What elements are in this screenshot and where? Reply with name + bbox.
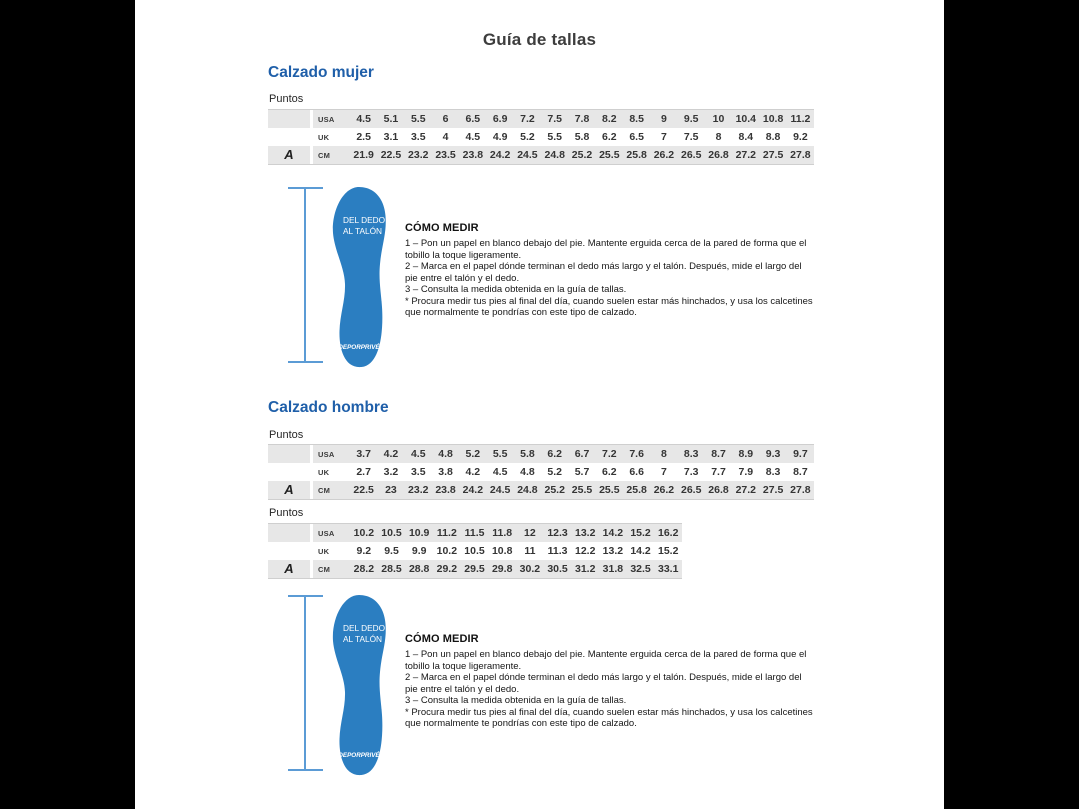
table-value-cell: 6.6 xyxy=(629,466,644,478)
table-value-cell: 25.5 xyxy=(599,484,620,496)
table-value-cell: 25.2 xyxy=(544,484,565,496)
table-value-cell: 11.8 xyxy=(492,527,513,539)
table-value-cell: 25.8 xyxy=(626,149,647,161)
foot-label-line2: AL TALÓN xyxy=(343,226,383,236)
table-value-cell: 27.2 xyxy=(735,149,757,161)
foot-label-line1: DEL DEDO xyxy=(343,215,386,225)
table-value-cell: 30.2 xyxy=(519,563,541,575)
table-value-cell: 31.8 xyxy=(602,563,624,575)
table-value-cell: 24.8 xyxy=(544,149,565,161)
table-value-cell: 27.8 xyxy=(790,484,811,496)
table-value-cell: 3.5 xyxy=(410,131,426,143)
table-value-cell: 23.8 xyxy=(435,484,456,496)
table-value-cell: 8.3 xyxy=(765,466,781,478)
size-table-men-large xyxy=(268,523,682,579)
table-value-cell: 32.5 xyxy=(630,563,651,575)
table-value-cell: 10.5 xyxy=(381,527,402,539)
table-value-cell: 26.8 xyxy=(708,484,729,496)
table-value-cell: 3.1 xyxy=(383,131,399,143)
table-value-cell: 23.8 xyxy=(462,149,484,161)
table-value-cell: 8.2 xyxy=(602,113,617,125)
table-value-cell: 3.2 xyxy=(383,466,399,478)
right-pillarbox-bar xyxy=(944,0,1079,809)
table-value-cell: 23.2 xyxy=(408,149,429,161)
table-value-cell: 9.5 xyxy=(683,113,699,125)
foot-label-line2: AL TALÓN xyxy=(343,634,383,644)
table-value-cell: 11.2 xyxy=(436,527,457,539)
measure-line-bottom-cap xyxy=(288,769,323,771)
table-value-cell: 16.2 xyxy=(658,527,679,539)
table-value-cell: 28.2 xyxy=(353,563,375,575)
measure-line xyxy=(304,595,306,771)
table-value-cell: 7 xyxy=(660,466,667,478)
table-value-cell: 4.2 xyxy=(465,466,481,478)
table-value-cell: 29.5 xyxy=(464,563,485,575)
table-corner-cell xyxy=(268,463,310,481)
table-value-cell: 13.2 xyxy=(602,545,624,557)
table-value-cell: 27.2 xyxy=(735,484,757,496)
table-value-cell: 6.5 xyxy=(629,131,644,143)
measure-line xyxy=(304,187,306,363)
table-value-cell: 23.2 xyxy=(408,484,429,496)
table-value-cell: 12 xyxy=(524,527,536,539)
howto-instruction-line: 1 – Pon un papel en blanco debajo del pie. Mantente erguida cerca de la pared de forma que el tobillo la toque ligeramente. xyxy=(405,238,807,261)
howto-instruction-line: 3 – Consulta la medida obtenida en la guía de tallas. xyxy=(405,284,627,295)
table-value-cell: 9.3 xyxy=(765,448,781,460)
table-value-cell: 8.4 xyxy=(738,131,754,143)
table-value-cell: 8.9 xyxy=(738,448,754,460)
table-value-cell: 4.2 xyxy=(383,448,399,460)
table-value-cell: 10.5 xyxy=(464,545,485,557)
table-value-cell: 8.3 xyxy=(683,448,699,460)
howto-block-men xyxy=(405,633,813,730)
howto-instruction-line: 2 – Marca en el papel dónde terminan el dedo más largo y el talón. Después, mide el largo del pie entre el talón y el dedo. xyxy=(405,672,802,695)
table-value-cell: 28.8 xyxy=(408,563,430,575)
page-title: Guía de tallas xyxy=(482,30,597,49)
table-corner-cell xyxy=(268,128,310,146)
table-value-cell: 24.8 xyxy=(517,484,538,496)
table-row-label: USA xyxy=(318,529,335,538)
table-value-cell: 6.7 xyxy=(574,448,590,460)
table-value-cell: 4 xyxy=(442,131,449,143)
table-value-cell: 24.2 xyxy=(489,149,511,161)
table-value-cell: 4.5 xyxy=(356,113,371,125)
table-value-cell: 14.2 xyxy=(630,545,651,557)
table-value-cell: 26.5 xyxy=(680,484,702,496)
table-corner-cell: A xyxy=(284,561,294,576)
table-value-cell: 5.1 xyxy=(383,113,399,125)
table-value-cell: 8.7 xyxy=(793,466,808,478)
table-value-cell: 26.2 xyxy=(653,149,675,161)
table-value-cell: 4.9 xyxy=(492,131,508,143)
table-value-cell: 6 xyxy=(442,113,449,125)
table-value-cell: 15.2 xyxy=(658,545,679,557)
table-value-cell: 3.7 xyxy=(356,448,371,460)
table-value-cell: 6.5 xyxy=(465,113,481,125)
section-heading-mujer: Calzado mujer xyxy=(268,64,374,81)
puntos-label-women: Puntos xyxy=(269,93,304,105)
table-corner-cell xyxy=(268,542,310,560)
document-area xyxy=(135,0,944,809)
table-value-cell: 25.5 xyxy=(571,484,593,496)
table-value-cell: 11.3 xyxy=(547,545,568,557)
table-corner-cell: A xyxy=(284,482,294,497)
table-value-cell: 9.5 xyxy=(384,545,399,557)
table-value-cell: 2.7 xyxy=(356,466,371,478)
table-value-cell: 23 xyxy=(385,484,397,496)
table-value-cell: 22.5 xyxy=(353,484,374,496)
table-value-cell: 5.8 xyxy=(520,448,535,460)
size-table-women xyxy=(268,109,814,165)
table-value-cell: 5.2 xyxy=(547,466,563,478)
table-value-cell: 5.8 xyxy=(574,131,590,143)
table-value-cell: 15.2 xyxy=(630,527,651,539)
table-value-cell: 8 xyxy=(715,131,722,143)
table-value-cell: 29.8 xyxy=(491,563,513,575)
table-value-cell: 6.2 xyxy=(602,466,617,478)
howto-instruction-line: 1 – Pon un papel en blanco debajo del pie. Mantente erguida cerca de la pared de forma que el tobillo la toque ligeramente. xyxy=(405,649,807,672)
table-value-cell: 28.5 xyxy=(381,563,402,575)
table-value-cell: 7.8 xyxy=(574,113,590,125)
howto-instruction-line: 2 – Marca en el papel dónde terminan el dedo más largo y el talón. Después, mide el largo del pie entre el talón y el dedo. xyxy=(405,261,802,284)
howto-instruction-line: 3 – Consulta la medida obtenida en la guía de tallas. xyxy=(405,695,627,706)
table-value-cell: 24.5 xyxy=(489,484,511,496)
table-value-cell: 10 xyxy=(712,113,725,125)
table-row-label: CM xyxy=(318,565,331,574)
table-corner-cell xyxy=(268,524,310,542)
measure-line-bottom-cap xyxy=(288,361,323,363)
table-value-cell: 9.2 xyxy=(793,131,808,143)
table-corner-cell: A xyxy=(284,147,294,162)
table-value-cell: 33.1 xyxy=(658,563,679,575)
table-value-cell: 26.2 xyxy=(653,484,675,496)
size-table-row-uk xyxy=(268,542,682,560)
table-corner-cell xyxy=(268,445,310,463)
howto-instructions xyxy=(405,649,813,730)
table-value-cell: 8.5 xyxy=(629,113,644,125)
table-value-cell: 8.8 xyxy=(765,131,781,143)
table-value-cell: 14.2 xyxy=(602,527,624,539)
table-value-cell: 26.8 xyxy=(708,149,729,161)
table-row-label: USA xyxy=(318,115,335,124)
size-table-row-usa xyxy=(268,110,814,128)
brand-label: DEPORPRIVÉ xyxy=(338,344,380,351)
section-heading-hombre: Calzado hombre xyxy=(268,399,389,416)
table-value-cell: 26.5 xyxy=(680,149,702,161)
table-value-cell: 4.5 xyxy=(492,466,508,478)
table-value-cell: 3.5 xyxy=(410,466,426,478)
size-table-row-cm xyxy=(268,560,682,578)
table-value-cell: 10.2 xyxy=(353,527,375,539)
table-row-label: UK xyxy=(318,133,330,142)
table-value-cell: 5.2 xyxy=(520,131,535,143)
table-value-cell: 12.2 xyxy=(574,545,596,557)
table-value-cell: 9 xyxy=(660,113,667,125)
table-value-cell: 9.2 xyxy=(356,545,372,557)
table-value-cell: 7.2 xyxy=(520,113,535,125)
size-table-row-usa xyxy=(268,524,682,542)
foot-measure-diagram-women xyxy=(288,186,398,378)
table-value-cell: 31.2 xyxy=(574,563,596,575)
table-row-label: UK xyxy=(318,468,330,477)
table-value-cell: 4.5 xyxy=(410,448,426,460)
table-value-cell: 13.2 xyxy=(574,527,596,539)
table-value-cell: 25.5 xyxy=(599,149,620,161)
size-table-row-uk xyxy=(268,128,814,146)
table-value-cell: 10.4 xyxy=(735,113,757,125)
table-value-cell: 27.5 xyxy=(762,149,784,161)
table-value-cell: 7.6 xyxy=(629,448,644,460)
table-value-cell: 6.9 xyxy=(492,113,508,125)
puntos-label-men-1: Puntos xyxy=(269,429,304,441)
table-value-cell: 6.2 xyxy=(547,448,563,460)
table-value-cell: 9.7 xyxy=(793,448,808,460)
table-value-cell: 5.7 xyxy=(574,466,590,478)
size-table-row-cm xyxy=(268,481,814,499)
table-value-cell: 6.2 xyxy=(602,131,617,143)
table-value-cell: 8.7 xyxy=(711,448,726,460)
foot-label-line1: DEL DEDO xyxy=(343,623,386,633)
table-value-cell: 10.8 xyxy=(762,113,784,125)
table-value-cell: 27.8 xyxy=(790,149,811,161)
size-table-row-cm xyxy=(268,146,814,164)
table-value-cell: 7.5 xyxy=(683,131,699,143)
table-value-cell: 7.9 xyxy=(738,466,754,478)
size-table-row-usa xyxy=(268,445,814,463)
table-value-cell: 10.9 xyxy=(408,527,430,539)
table-row-label: CM xyxy=(318,486,331,495)
table-value-cell: 2.5 xyxy=(356,131,371,143)
puntos-label-men-2: Puntos xyxy=(269,507,304,519)
table-value-cell: 11.5 xyxy=(464,527,485,539)
table-value-cell: 24.2 xyxy=(462,484,484,496)
table-value-cell: 7.3 xyxy=(683,466,699,478)
size-table-row-uk xyxy=(268,463,814,481)
table-value-cell: 4.5 xyxy=(465,131,481,143)
table-corner-cell xyxy=(268,110,310,128)
footprint-icon xyxy=(328,594,391,777)
table-value-cell: 21.9 xyxy=(353,149,374,161)
table-value-cell: 9.9 xyxy=(411,545,427,557)
table-value-cell: 10.2 xyxy=(436,545,458,557)
table-value-cell: 7 xyxy=(660,131,667,143)
howto-heading: CÓMO MEDIR xyxy=(405,633,479,645)
table-value-cell: 8 xyxy=(660,448,667,460)
table-value-cell: 3.8 xyxy=(438,466,453,478)
table-value-cell: 10.8 xyxy=(491,545,513,557)
table-value-cell: 24.5 xyxy=(517,149,538,161)
table-value-cell: 4.8 xyxy=(520,466,535,478)
table-value-cell: 11 xyxy=(524,545,536,557)
size-table-men-small xyxy=(268,444,814,500)
table-value-cell: 29.2 xyxy=(436,563,458,575)
table-value-cell: 5.5 xyxy=(547,131,563,143)
table-value-cell: 30.5 xyxy=(547,563,568,575)
table-value-cell: 25.8 xyxy=(626,484,647,496)
howto-instruction-line: * Procura medir tus pies al final del día, cuando suelen estar más hinchados, y usa los calcetines que normalmente te pondrías con este tipo de calzado. xyxy=(405,295,813,318)
table-value-cell: 23.5 xyxy=(435,149,456,161)
table-value-cell: 5.5 xyxy=(492,448,508,460)
howto-instructions xyxy=(405,238,813,319)
table-value-cell: 22.5 xyxy=(380,149,402,161)
howto-instruction-line: * Procura medir tus pies al final del día, cuando suelen estar más hinchados, y usa los calcetines que normalmente te pondrías con este tipo de calzado. xyxy=(405,706,813,729)
table-value-cell: 5.2 xyxy=(465,448,481,460)
table-row-label: USA xyxy=(318,450,335,459)
howto-heading: CÓMO MEDIR xyxy=(405,222,479,234)
table-value-cell: 7.7 xyxy=(711,466,726,478)
brand-label: DEPORPRIVÉ xyxy=(338,752,380,759)
table-value-cell: 12.3 xyxy=(547,527,568,539)
table-value-cell: 4.8 xyxy=(438,448,453,460)
table-value-cell: 7.5 xyxy=(547,113,563,125)
table-value-cell: 11.2 xyxy=(790,113,811,125)
table-value-cell: 27.5 xyxy=(762,484,784,496)
table-value-cell: 7.2 xyxy=(602,448,617,460)
table-value-cell: 5.5 xyxy=(410,113,426,125)
table-row-label: UK xyxy=(318,547,330,556)
foot-measure-diagram-men xyxy=(288,594,398,786)
howto-block-women xyxy=(405,222,813,319)
table-value-cell: 25.2 xyxy=(571,149,593,161)
table-row-label: CM xyxy=(318,151,331,160)
footprint-icon xyxy=(328,186,391,369)
left-pillarbox-bar xyxy=(0,0,135,809)
